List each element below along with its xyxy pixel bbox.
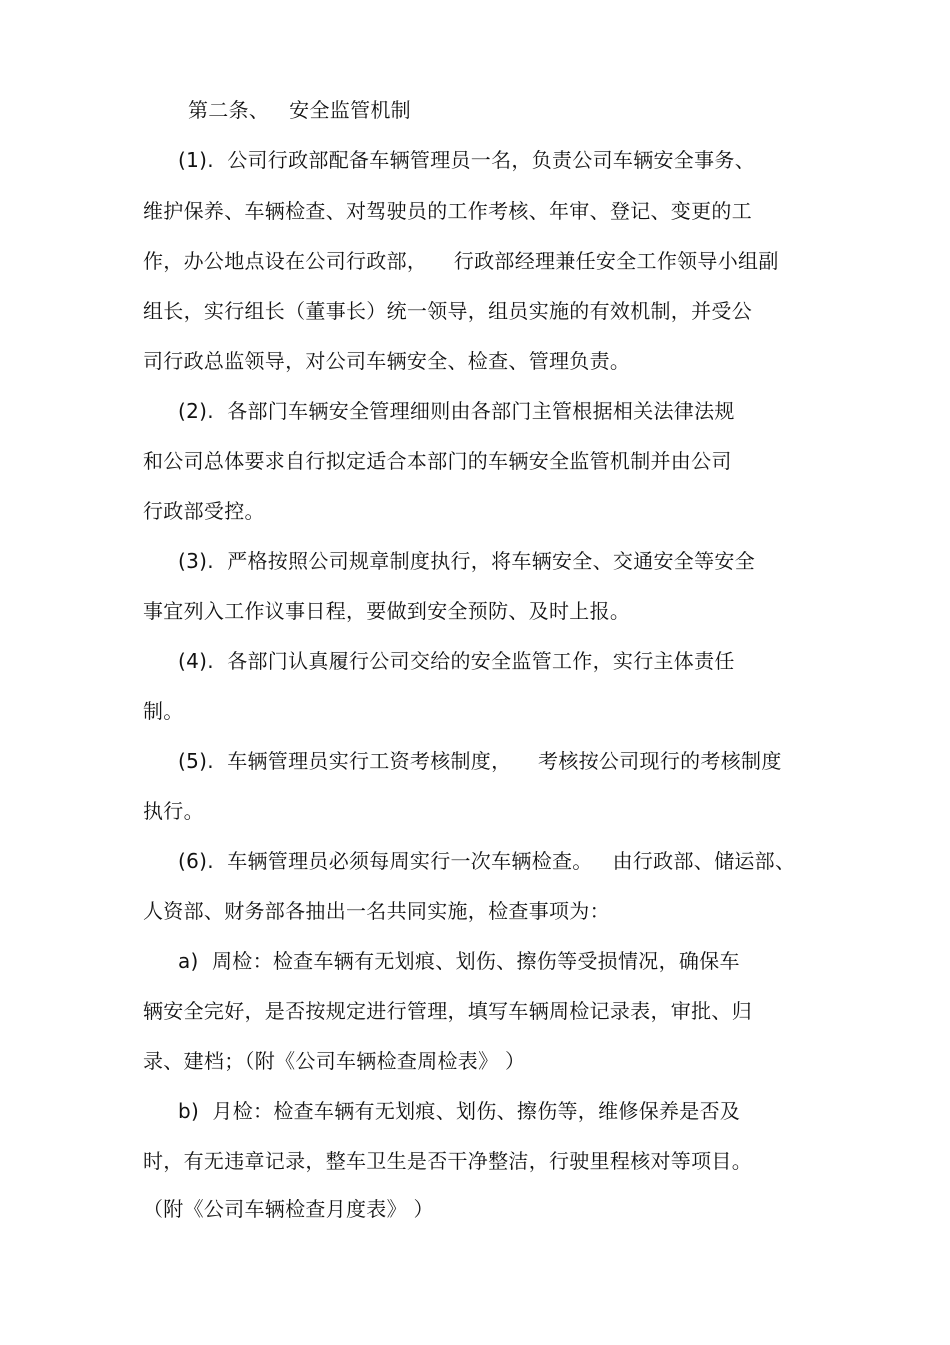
paragraph-line: (5). 车辆管理员实行工资考核制度， 考核按公司现行的考核制度 — [178, 749, 782, 773]
paragraph-line: 人资部、财务部各抽出一名共同实施，检查事项为： — [143, 899, 610, 923]
paragraph-line: (2). 各部门车辆安全管理细则由各部门主管根据相关法律法规 — [178, 399, 735, 423]
paragraph-line: 辆安全完好，是否按规定进行管理，填写车辆周检记录表，审批、归 — [143, 999, 752, 1023]
paragraph-line: 作，办公地点设在公司行政部， 行政部经理兼任安全工作领导小组副 — [143, 249, 779, 273]
paragraph-line: 时，有无违章记录，整车卫生是否干净整洁，行驶里程核对等项目。 — [143, 1149, 752, 1173]
paragraph-line: 行政部受控。 — [143, 499, 265, 523]
paragraph-line: 维护保养、车辆检查、对驾驶员的工作考核、年审、登记、变更的工 — [143, 199, 752, 223]
paragraph-line: (1). 公司行政部配备车辆管理员一名，负责公司车辆安全事务、 — [178, 148, 756, 172]
paragraph-line: (6). 车辆管理员必须每周实行一次车辆检查。 由行政部、储运部、 — [178, 849, 796, 873]
paragraph-line: b) 月检：检查车辆有无划痕、划伤、擦伤等，维修保养是否及 — [178, 1099, 741, 1123]
paragraph-line: (3). 严格按照公司规章制度执行，将车辆安全、交通安全等安全 — [178, 549, 756, 573]
paragraph-line: 组长，实行组长（董事长）统一领导，组员实施的有效机制，并受公 — [143, 299, 752, 323]
paragraph-line: 和公司总体要求自行拟定适合本部门的车辆安全监管机制并由公司 — [143, 449, 732, 473]
paragraph-line: 执行。 — [143, 799, 204, 823]
paragraph-line: 事宜列入工作议事日程，要做到安全预防、及时上报。 — [143, 599, 631, 623]
paragraph-line: （附《公司车辆检查月度表》 ） — [143, 1197, 434, 1221]
paragraph-line: 制。 — [143, 699, 184, 723]
section-heading: 第二条、 安全监管机制 — [188, 98, 411, 122]
paragraph-line: 录、建档；（附《公司车辆检查周检表》 ） — [143, 1049, 526, 1073]
paragraph-line: (4). 各部门认真履行公司交给的安全监管工作，实行主体责任 — [178, 649, 735, 673]
paragraph-line: a) 周检：检查车辆有无划痕、划伤、擦伤等受损情况，确保车 — [178, 949, 740, 973]
paragraph-line: 司行政总监领导，对公司车辆安全、检查、管理负责。 — [143, 349, 631, 373]
